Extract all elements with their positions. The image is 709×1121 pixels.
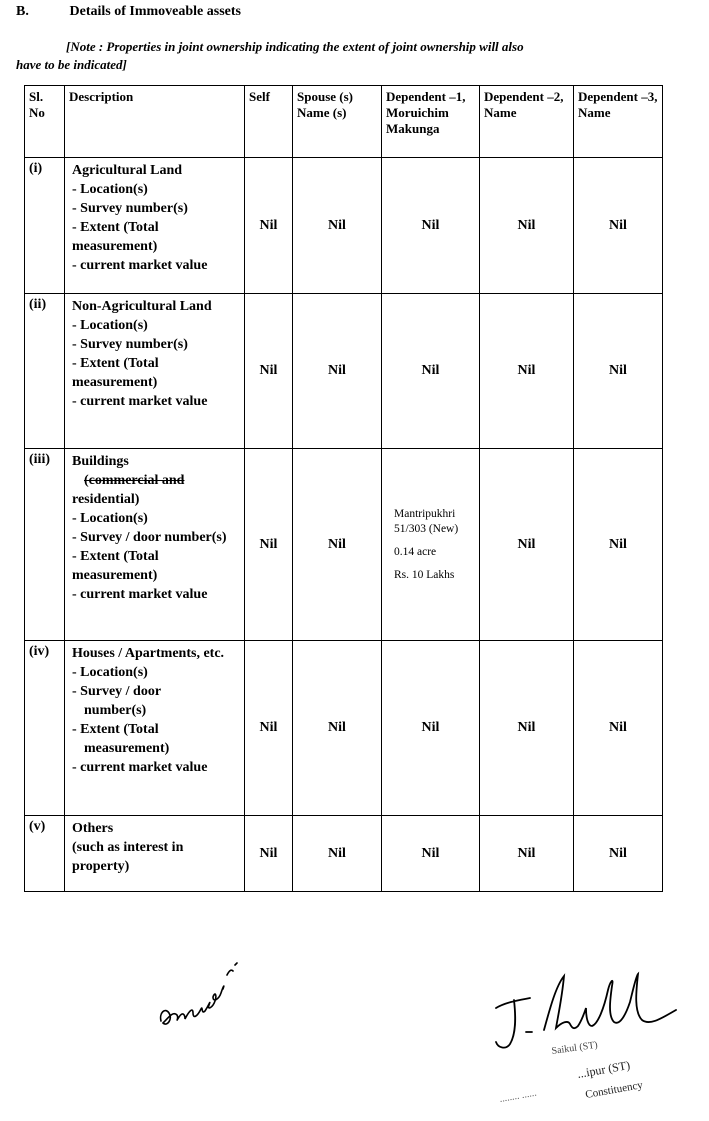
dependent-3-value: Nil (574, 641, 663, 816)
sl-no: (iv) (25, 641, 65, 816)
row-item: - Extent (Total measurement) (72, 220, 159, 254)
section-title: Details of Immoveable assets (69, 4, 241, 19)
col-header-description: Description (65, 86, 245, 158)
row-item: - Survey / door (72, 684, 162, 699)
self-value: Nil (245, 641, 293, 816)
spouse-value: Nil (293, 816, 382, 892)
col-header-self: Self (245, 86, 293, 158)
sl-no: (iii) (25, 449, 65, 641)
row-item: - Extent (Total measurement) (72, 549, 159, 583)
row-title: Others (72, 821, 114, 836)
row-title: Houses / Apartments, etc. (72, 646, 225, 661)
description-cell (65, 294, 245, 449)
row-title-sub: residential) (72, 492, 140, 507)
col-header-spouse: Spouse (s) Name (s) (293, 86, 382, 158)
row-item: number(s) (84, 703, 147, 718)
dependent-2-value: Nil (480, 294, 574, 449)
row-item: - Location(s) (72, 511, 148, 526)
row-item: - Survey number(s) (72, 201, 188, 216)
table-row (25, 449, 663, 641)
col-header-dependent-3: Dependent –3, Name (574, 86, 663, 158)
col-header-sl-no: Sl. No (25, 86, 65, 158)
svg-text:........ ......: ........ ...... (498, 1087, 538, 1105)
description-cell (65, 449, 245, 641)
table-row (25, 816, 663, 892)
col-header-dependent-1: Dependent –1, Moruichim Makunga (382, 86, 480, 158)
note-line-1: [Note : Properties in joint ownership indicating the extent of joint ownership will also (66, 39, 524, 54)
self-value: Nil (245, 816, 293, 892)
row-title: Non-Agricultural Land (72, 299, 212, 314)
section-letter: B. (16, 4, 29, 19)
description-cell (65, 641, 245, 816)
dependent-3-value: Nil (574, 449, 663, 641)
dependent-2-value: Nil (480, 449, 574, 641)
table-header-row (25, 86, 663, 158)
svg-text:Saikul (ST): Saikul (ST) (550, 1039, 599, 1057)
row-title: Buildings (72, 454, 129, 469)
self-value: Nil (245, 294, 293, 449)
col-header-dependent-2: Dependent –2, Name (480, 86, 574, 158)
table-row (25, 294, 663, 449)
row-item: - Location(s) (72, 665, 148, 680)
handwritten-initials-signature (155, 955, 255, 1035)
dependent-3-value: Nil (574, 158, 663, 294)
dependent-1-building-details (382, 449, 480, 641)
building-extent: 0.14 acre (394, 545, 437, 558)
row-item: (such as interest in property) (72, 840, 184, 874)
spouse-value: Nil (293, 294, 382, 449)
description-cell (65, 158, 245, 294)
svg-text:...ipur (ST): ...ipur (ST) (576, 1057, 632, 1081)
dependent-3-value: Nil (574, 816, 663, 892)
dependent-1-value: Nil (382, 641, 480, 816)
note-line-2: have to be indicated] (16, 57, 127, 72)
row-item: - Survey / door number(s) (72, 530, 227, 545)
row-item: - Survey number(s) (72, 337, 188, 352)
dependent-2-value: Nil (480, 641, 574, 816)
row-item: measurement) (84, 741, 170, 756)
sl-no: (ii) (25, 294, 65, 449)
row-item: - Location(s) (72, 182, 148, 197)
row-item: - current market value (72, 760, 208, 775)
dependent-1-value: Nil (382, 816, 480, 892)
row-item: - current market value (72, 258, 208, 273)
dependent-2-value: Nil (480, 158, 574, 294)
sl-no: (i) (25, 158, 65, 294)
official-signature-and-seal (486, 968, 696, 1118)
row-item: - current market value (72, 394, 208, 409)
table-row (25, 641, 663, 816)
joint-ownership-note (16, 38, 661, 74)
dependent-1-value: Nil (382, 158, 480, 294)
section-heading (16, 4, 241, 20)
row-item: - current market value (72, 587, 208, 602)
immoveable-assets-table (24, 85, 663, 892)
spouse-value: Nil (293, 449, 382, 641)
dependent-1-value: Nil (382, 294, 480, 449)
row-title-struck: (commercial and (84, 473, 185, 488)
self-value: Nil (245, 158, 293, 294)
dependent-2-value: Nil (480, 816, 574, 892)
building-location: Mantripukhri 51/303 (New) (394, 507, 459, 535)
table-row (25, 158, 663, 294)
spouse-value: Nil (293, 158, 382, 294)
self-value: Nil (245, 449, 293, 641)
row-item: - Location(s) (72, 318, 148, 333)
row-title: Agricultural Land (72, 163, 183, 178)
row-item: - Extent (Total measurement) (72, 356, 159, 390)
sl-no: (v) (25, 816, 65, 892)
spouse-value: Nil (293, 641, 382, 816)
building-value: Rs. 10 Lakhs (394, 568, 455, 581)
svg-text:Constituency: Constituency (584, 1079, 644, 1101)
row-item: - Extent (Total (72, 722, 159, 737)
description-cell (65, 816, 245, 892)
dependent-3-value: Nil (574, 294, 663, 449)
